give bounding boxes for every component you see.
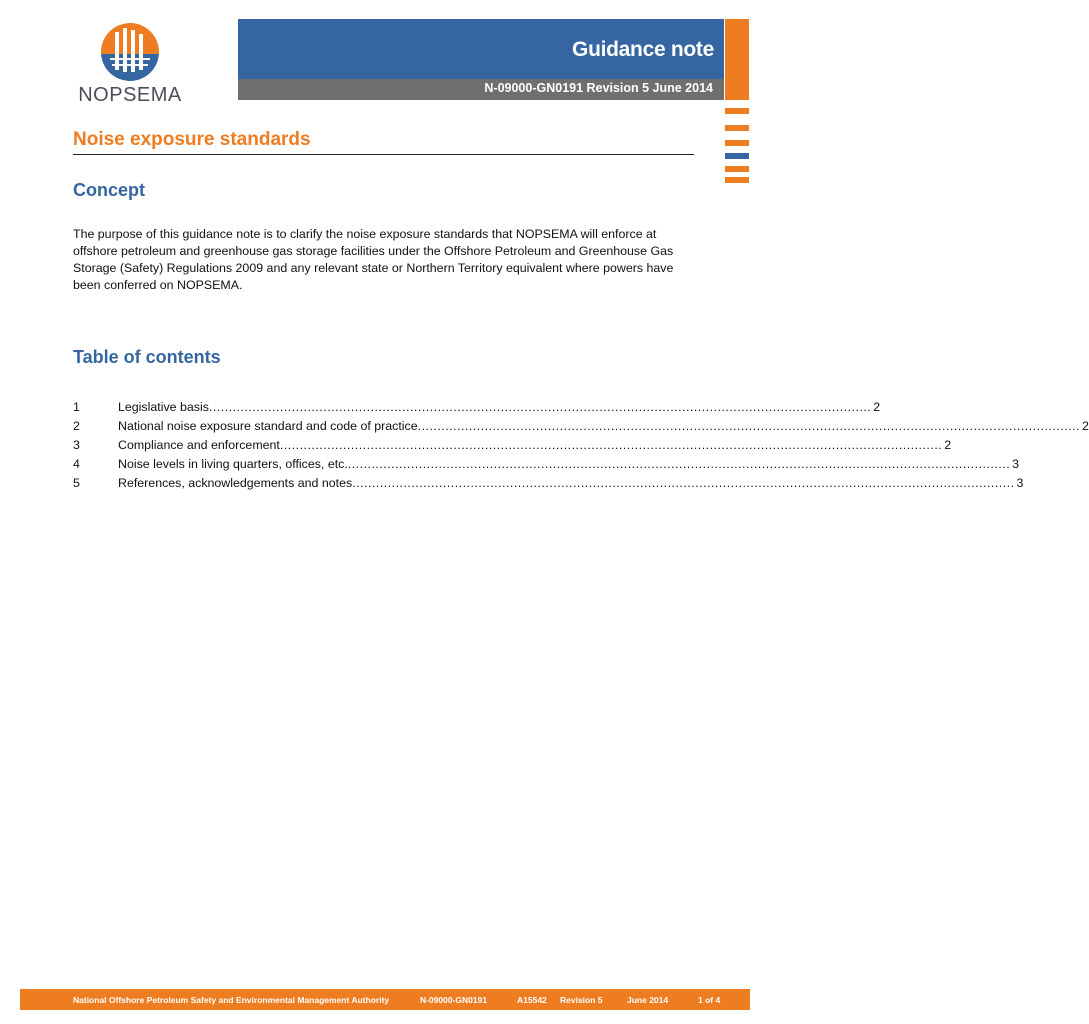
toc-leader: ........................................................................................................................................................................ [347,457,1011,471]
toc-leader: ........................................................................................................................................................................ [208,400,872,414]
logo-wordmark: NOPSEMA [78,84,182,106]
concept-paragraph: The purpose of this guidance note is to clarify the noise exposure standards that NOPSEMA will enforce at offshore petroleum and greenhouse gas storage facilities under the Offshore Petroleum and Greenhouse Gas Storage (Safety) Regulations 2009 and any relevant state or Northern Territory equivalent where powers have been conferred on NOPSEMA. [73,227,674,292]
document-reference: N-09000-GN0191 Revision 5 June 2014 [484,81,713,95]
footer-page-number: 1 of 4 [698,995,721,1005]
side-stripe [725,166,749,172]
toc-number: 4 [73,457,80,471]
toc-leader: ........................................................................................................................................................................ [279,438,943,452]
concept-heading: Concept [73,180,145,200]
footer-revision: Revision 5 [560,995,603,1005]
side-stripe [725,140,749,146]
toc-entry[interactable] [73,476,1024,495]
footer-authority: National Offshore Petroleum Safety and Environmental Management Authority [73,995,390,1005]
toc-entry[interactable] [73,400,881,419]
footer-date: June 2014 [627,995,669,1005]
toc-title: Legislative basis [118,400,209,414]
toc-entry[interactable] [73,419,1089,438]
toc-number: 3 [73,438,80,452]
toc-number: 2 [73,419,80,433]
toc-heading: Table of contents [73,347,221,367]
toc-page: 2 [873,400,881,414]
toc-title: National noise exposure standard and code of practice [118,419,418,433]
toc-number: 5 [73,476,80,490]
nopsema-logo-icon [100,22,160,82]
toc-number: 1 [73,400,80,414]
header-accent-bar [725,19,749,100]
toc-page: 2 [944,438,952,452]
toc-entry[interactable] [73,438,952,457]
side-stripe [725,125,749,131]
footer-doc-id: N-09000-GN0191 [420,995,488,1005]
page-footer [20,989,750,1010]
document-title: Noise exposure standards [73,129,694,155]
table-of-contents [73,400,1089,495]
toc-page: 3 [1016,476,1024,490]
header-ref-bar [238,79,724,100]
toc-entry[interactable] [73,457,1020,476]
toc-leader: ........................................................................................................................................................................ [417,419,1080,433]
side-stripe [725,153,749,159]
toc-leader: ........................................................................................................................................................................ [352,476,1015,490]
side-stripe [725,177,749,183]
side-stripe [725,108,749,114]
nopsema-logo [66,22,194,112]
toc-page: 3 [1012,457,1020,471]
toc-title: References, acknowledgements and notes [118,476,353,490]
header-banner [238,19,724,79]
banner-title: Guidance note [572,38,714,61]
toc-title: Compliance and enforcement [118,438,280,452]
footer-record: A15542 [517,995,547,1005]
toc-title: Noise levels in living quarters, offices, etc. [118,457,348,471]
toc-page: 2 [1081,419,1089,433]
